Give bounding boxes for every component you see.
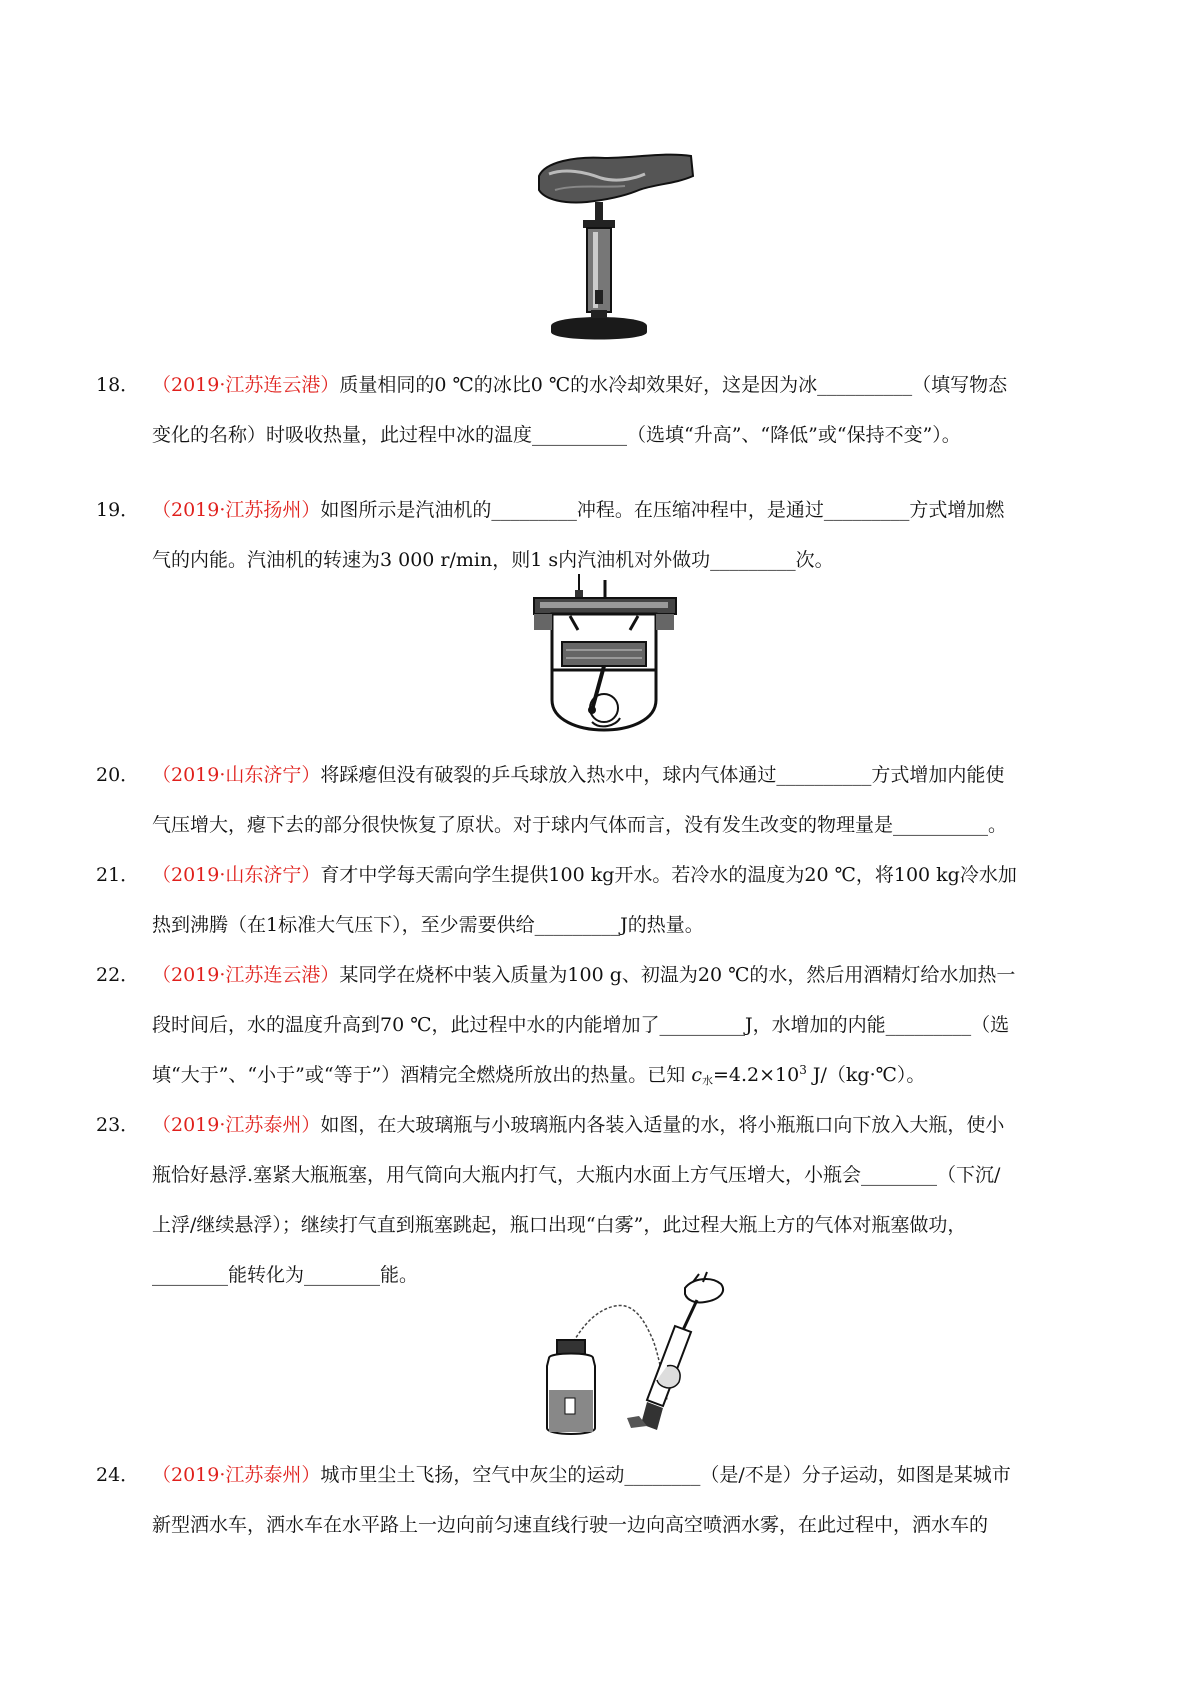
question-number: 18．: [96, 374, 140, 396]
question-20: [96, 750, 1106, 850]
question-text-line: 上浮/继续悬浮）；继续打气直到瓶塞跳起，瓶口出现“白雾”，此过程大瓶上方的气体对瓶塞做功，: [152, 1214, 967, 1236]
question-source: （2019·江苏连云港）: [152, 374, 340, 396]
hand-syringe-figure: [535, 150, 695, 350]
question-text-line: 育才中学每天需向学生提供100 kg开水。若冷水的温度为20 ℃，将100 kg冷水加: [320, 864, 1017, 886]
question-number: 23．: [96, 1114, 140, 1136]
question-number: 24．: [96, 1464, 140, 1486]
question-text-line: 气的内能。汽油机的转速为3 000 r/min，则1 s内汽油机对外做功_________次。: [152, 549, 834, 571]
question-text-line: 质量相同的0 ℃的冰比0 ℃的水冷却效果好，这是因为冰__________（填写物态: [339, 374, 1008, 396]
question-24: [96, 1450, 1106, 1550]
question-source: （2019·江苏连云港）: [152, 964, 340, 986]
question-number: 21．: [96, 864, 140, 886]
question-text-line: 如图所示是汽油机的_________冲程。在压缩冲程中，是通过_________方式增加燃: [320, 499, 1005, 521]
question-source: （2019·山东济宁）: [152, 864, 321, 886]
question-text-line: ________能转化为________能。: [152, 1264, 419, 1286]
question-text-line: 变化的名称）时吸收热量，此过程中冰的温度__________（选填“升高”、“降低”或“保持不变”）。: [152, 424, 961, 446]
question-text-line: 新型洒水车，洒水车在水平路上一边向前匀速直线行驶一边向高空喷洒水雾，在此过程中，洒水车的: [152, 1514, 989, 1536]
question-text-line: 气压增大，瘪下去的部分很快恢复了原状。对于球内气体而言，没有发生改变的物理量是__________。: [152, 814, 1008, 836]
question-number: 19．: [96, 499, 140, 521]
question-text-line: 某同学在烧杯中装入质量为100 g、初温为20 ℃的水，然后用酒精灯给水加热一: [339, 964, 1016, 986]
engine-cylinder-figure: [530, 570, 680, 745]
question-source: （2019·山东济宁）: [152, 764, 321, 786]
question-text-line: 城市里尘土飞扬，空气中灰尘的运动________（是/不是）分子运动，如图是某城市: [320, 1464, 1011, 1486]
question-text-line: 热到沸腾（在1标准大气压下），至少需要供给_________J的热量。: [152, 914, 704, 936]
question-number: 22．: [96, 964, 140, 986]
question-text-line: 填“大于”、“小于”或“等于”）酒精完全燃烧所放出的热量。已知 $c_水=4.2\times 10^3$ J/（kg·℃）。: [152, 1063, 926, 1087]
question-source: （2019·江苏泰州）: [152, 1114, 321, 1136]
bottle-pump-figure: [535, 1270, 735, 1445]
question-source: （2019·江苏扬州）: [152, 499, 321, 521]
question-number: 20．: [96, 764, 140, 786]
question-18: [96, 360, 1106, 460]
question-source: （2019·江苏泰州）: [152, 1464, 321, 1486]
question-22: [96, 950, 1106, 1100]
question-text-line: 将踩瘪但没有破裂的乒乓球放入热水中，球内气体通过__________方式增加内能使: [320, 764, 1005, 786]
question-text-line: 段时间后，水的温度升高到70 ℃，此过程中水的内能增加了_________J，水增加的内能_________（选: [152, 1014, 1010, 1036]
question-text-line: 瓶恰好悬浮.塞紧大瓶瓶塞，用气筒向大瓶内打气，大瓶内水面上方气压增大，小瓶会________（下沉/: [152, 1164, 1001, 1186]
question-21: [96, 850, 1106, 950]
question-text-line: 如图，在大玻璃瓶与小玻璃瓶内各装入适量的水，将小瓶瓶口向下放入大瓶，使小: [320, 1114, 1005, 1136]
